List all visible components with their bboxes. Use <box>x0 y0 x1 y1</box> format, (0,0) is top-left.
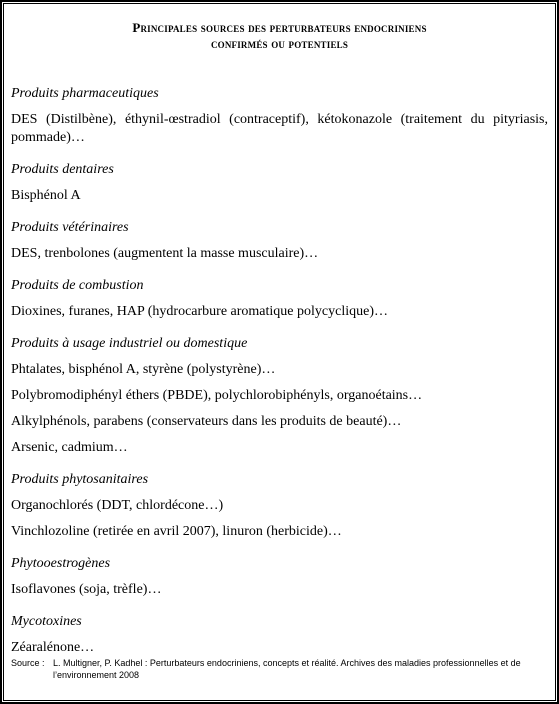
section-category: Mycotoxines <box>11 614 82 629</box>
title-line-2: confirmés ou potentiels <box>210 36 349 51</box>
source-section <box>11 471 548 541</box>
source-text: L. Multigner, P. Kadhel : Perturbateurs endocriniens, concepts et réalité. Archives des maladies professionnelles et de l’environnement 2008 <box>53 658 521 680</box>
section-category: Produits à usage industriel ou domestique <box>11 336 248 351</box>
section-category: Produits phytosanitaires <box>11 472 149 487</box>
document-title <box>0 20 559 52</box>
section-category: Produits de combustion <box>11 278 144 293</box>
section-entry: Arsenic, cadmium… <box>11 440 128 455</box>
source-section <box>11 335 548 457</box>
section-entry: Vinchlozoline (retirée en avril 2007), linuron (herbicide)… <box>11 524 342 539</box>
section-entry: Phtalates, bisphénol A, styrène (polystyrène)… <box>11 362 276 377</box>
source-section <box>11 613 548 657</box>
section-entry: DES, trenbolones (augmentent la masse musculaire)… <box>11 246 319 261</box>
source-section <box>11 555 548 599</box>
section-category: Produits pharmaceutiques <box>11 86 159 101</box>
section-category: Produits vétérinaires <box>11 220 129 235</box>
source-section <box>11 277 548 321</box>
section-category: Produits dentaires <box>11 162 114 177</box>
source-section <box>11 85 548 147</box>
source-section <box>11 161 548 205</box>
sources-list <box>11 85 548 671</box>
section-entry: Organochlorés (DDT, chlordécone…) <box>11 498 224 513</box>
section-entry: Bisphénol A <box>11 188 81 203</box>
section-category: Phytooestrogènes <box>11 556 111 571</box>
section-entry: Isoflavones (soja, trèfle)… <box>11 582 162 597</box>
section-entry: Alkylphénols, parabens (conservateurs dans les produits de beauté)… <box>11 414 402 429</box>
title-line-1: Principales sources des perturbateurs endocriniens <box>132 20 427 35</box>
section-entry: Polybromodiphényl éthers (PBDE), polychlorobiphényls, organoétains… <box>11 388 423 403</box>
section-entry: Zéaralénone… <box>11 640 95 655</box>
source-citation <box>11 657 551 681</box>
source-label: Source : <box>11 658 45 668</box>
section-entry: Dioxines, furanes, HAP (hydrocarbure aromatique polycyclique)… <box>11 304 388 319</box>
source-section <box>11 219 548 263</box>
section-entry: DES (Distilbène), éthynil-œstradiol (contraceptif), kétokonazole (traitement du pityriasis, pommade)… <box>11 112 548 145</box>
